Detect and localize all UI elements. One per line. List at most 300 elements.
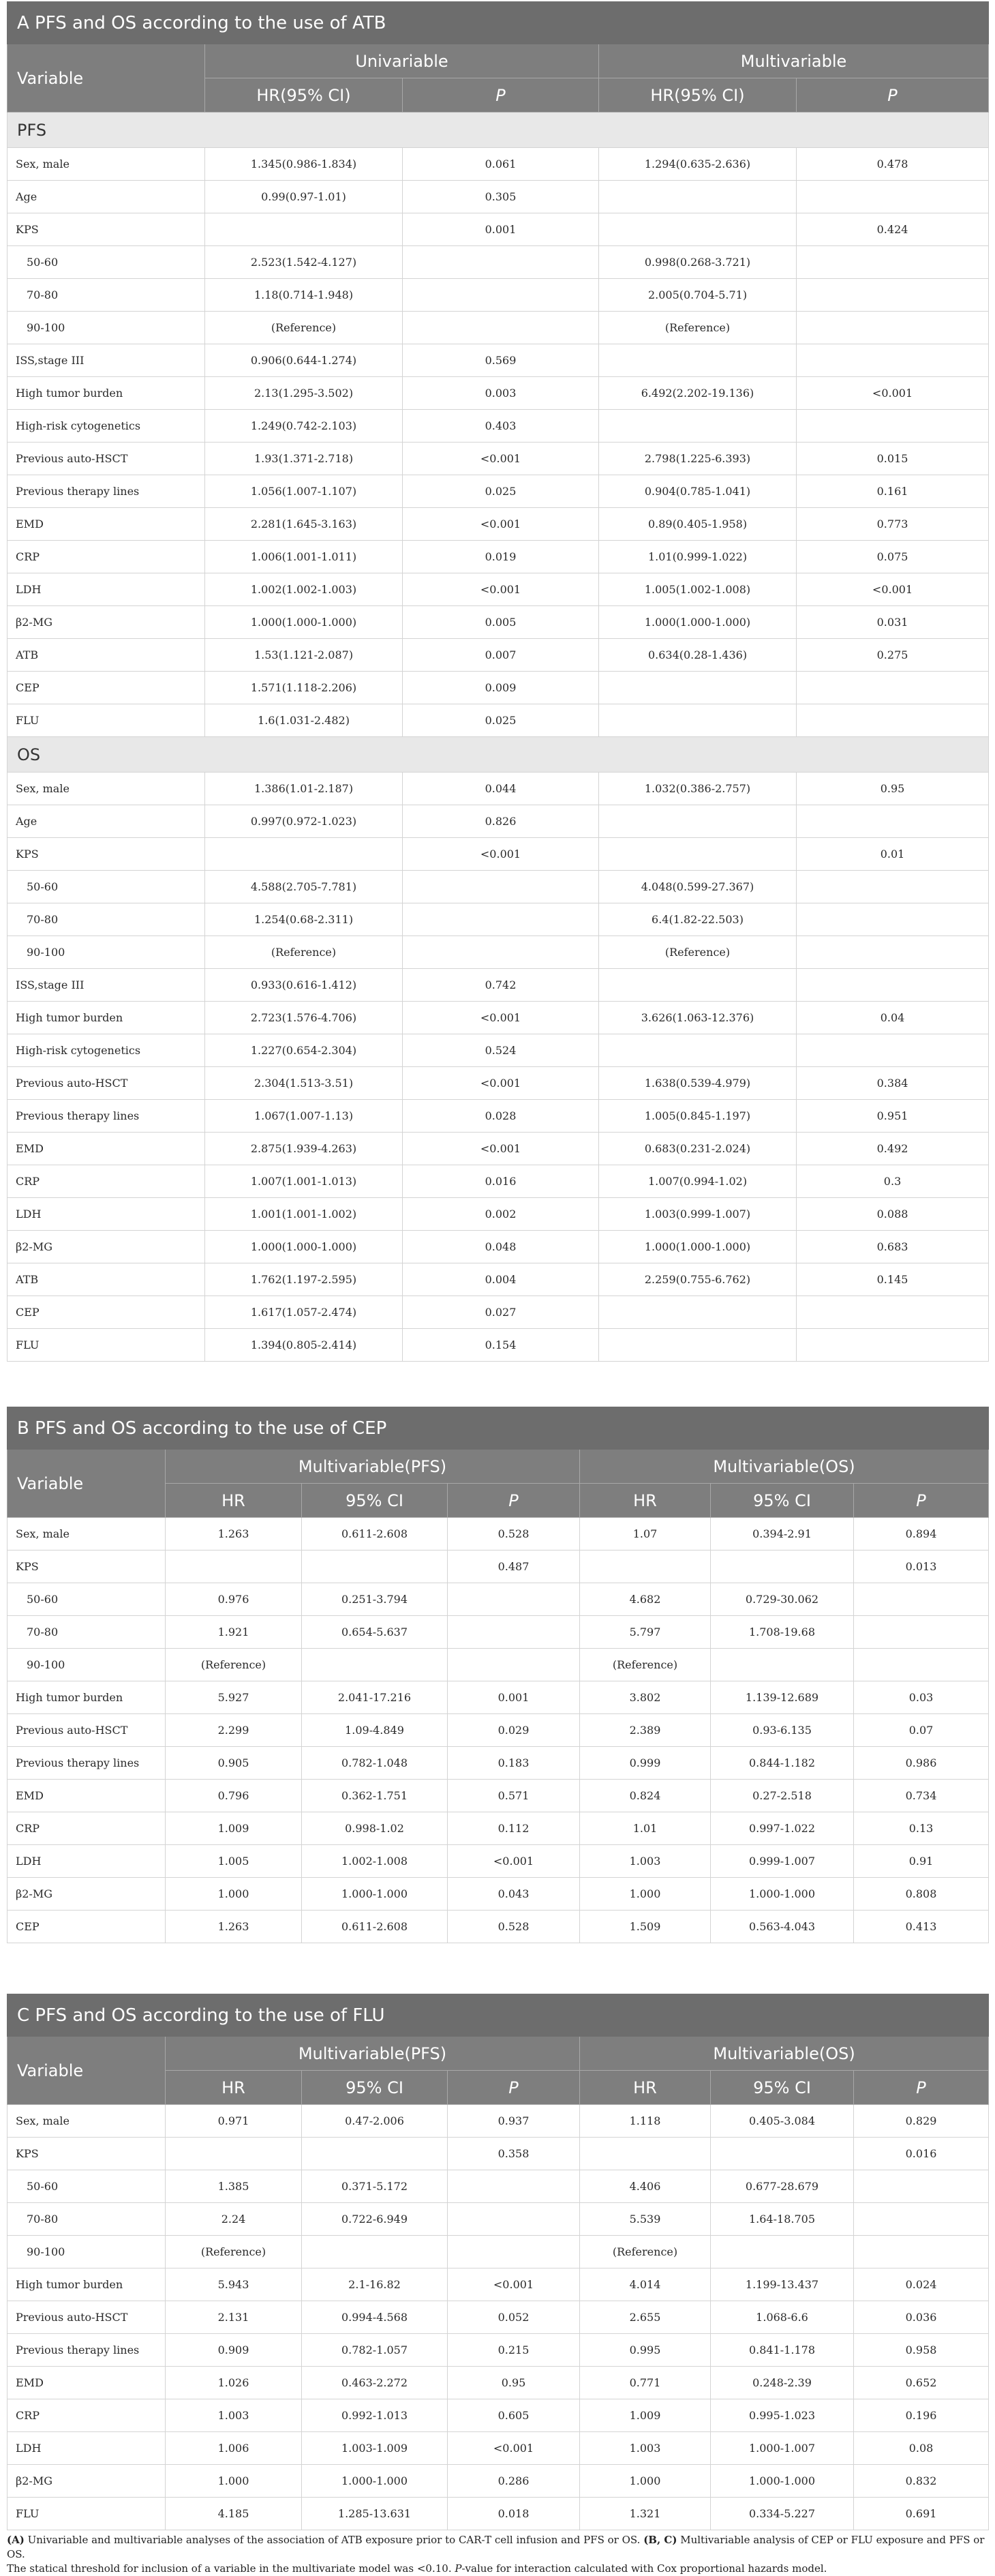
value-cell: 0.95 [797, 773, 989, 805]
variable-cell: Sex, male [7, 1518, 166, 1551]
value-cell [403, 871, 599, 903]
value-cell: 3.802 [580, 1681, 711, 1714]
variable-cell: Previous auto-HSCT [7, 2301, 166, 2334]
table-row [7, 1034, 989, 1067]
value-cell: 0.161 [797, 475, 989, 508]
multivariable-os-header: Multivariable(OS) [580, 2037, 989, 2071]
value-cell: 0.031 [797, 606, 989, 639]
p-header: P [854, 1484, 989, 1518]
value-cell: 0.048 [403, 1231, 599, 1263]
value-cell [599, 410, 797, 443]
value-cell: 0.528 [448, 1911, 580, 1943]
value-cell: 1.285-13.631 [302, 2498, 448, 2530]
value-cell: 4.185 [166, 2498, 302, 2530]
hr-header: HR [580, 1484, 711, 1518]
value-cell: 0.025 [403, 475, 599, 508]
ci-header: 95% CI [711, 1484, 854, 1518]
value-cell [302, 2236, 448, 2268]
value-cell: 0.112 [448, 1812, 580, 1845]
value-cell: 4.014 [580, 2268, 711, 2301]
value-cell: 1.394(0.805-2.414) [205, 1329, 403, 1362]
value-cell: 4.406 [580, 2170, 711, 2203]
value-cell: 5.539 [580, 2203, 711, 2236]
value-cell [403, 279, 599, 312]
value-cell: 0.652 [854, 2367, 989, 2399]
variable-cell: LDH [7, 2432, 166, 2465]
table-row [7, 1100, 989, 1133]
value-cell [797, 246, 989, 279]
value-cell [448, 1616, 580, 1649]
table-row [7, 639, 989, 672]
value-cell [302, 2138, 448, 2170]
table-row [7, 2399, 989, 2432]
value-cell: 0.478 [797, 148, 989, 181]
value-cell: 1.009 [580, 2399, 711, 2432]
value-cell: 3.626(1.063-12.376) [599, 1002, 797, 1034]
variable-cell: Previous auto-HSCT [7, 443, 205, 475]
hr-ci-header: HR(95% CI) [599, 78, 797, 113]
value-cell: <0.001 [403, 838, 599, 871]
value-cell: <0.001 [797, 573, 989, 606]
variable-cell: ATB [7, 639, 205, 672]
table-row [7, 2334, 989, 2367]
variable-cell: β2-MG [7, 606, 205, 639]
value-cell: 1.003 [580, 2432, 711, 2465]
hr-ci-header: HR(95% CI) [205, 78, 403, 113]
table-row [7, 1714, 989, 1747]
table-row [7, 1616, 989, 1649]
value-cell: 1.000(1.000-1.000) [205, 1231, 403, 1263]
table-row [7, 1780, 989, 1812]
value-cell: 0.019 [403, 541, 599, 573]
value-cell: 0.003 [403, 377, 599, 410]
variable-cell: ATB [7, 1263, 205, 1296]
table-row [7, 1329, 989, 1362]
value-cell: 0.999-1.007 [711, 1845, 854, 1878]
variable-cell: 90-100 [7, 936, 205, 969]
value-cell: 0.734 [854, 1780, 989, 1812]
table-row [7, 1649, 989, 1681]
value-cell: 0.028 [403, 1100, 599, 1133]
value-cell: 0.01 [797, 838, 989, 871]
table-b-section [7, 1407, 988, 1943]
value-cell: 0.771 [580, 2367, 711, 2399]
value-cell: 0.004 [403, 1263, 599, 1296]
p-header: P [854, 2071, 989, 2105]
value-cell [797, 704, 989, 737]
variable-cell: Previous therapy lines [7, 2334, 166, 2367]
value-cell: 0.403 [403, 410, 599, 443]
table-a [7, 1, 989, 1362]
value-cell: 2.005(0.704-5.71) [599, 279, 797, 312]
variable-cell: 90-100 [7, 1649, 166, 1681]
table-row [7, 1583, 989, 1616]
value-cell [205, 838, 403, 871]
table-row [7, 903, 989, 936]
value-cell: 0.075 [797, 541, 989, 573]
footnote-p-italic: P [455, 2562, 462, 2575]
value-cell [599, 838, 797, 871]
value-cell: 1.345(0.986-1.834) [205, 148, 403, 181]
value-cell [797, 344, 989, 377]
variable-cell: Sex, male [7, 148, 205, 181]
value-cell: <0.001 [448, 2432, 580, 2465]
value-cell: 2.281(1.645-3.163) [205, 508, 403, 541]
value-cell: 1.007(0.994-1.02) [599, 1165, 797, 1198]
value-cell [711, 2138, 854, 2170]
value-cell: 0.563-4.043 [711, 1911, 854, 1943]
variable-cell: High-risk cytogenetics [7, 1034, 205, 1067]
value-cell [599, 704, 797, 737]
value-cell: 1.032(0.386-2.757) [599, 773, 797, 805]
table-row [7, 1198, 989, 1231]
value-cell: 0.394-2.91 [711, 1518, 854, 1551]
variable-cell: ISS,stage III [7, 344, 205, 377]
value-cell: (Reference) [580, 2236, 711, 2268]
value-cell: 0.997(0.972-1.023) [205, 805, 403, 838]
value-cell: 2.798(1.225-6.393) [599, 443, 797, 475]
value-cell [797, 672, 989, 704]
value-cell: 1.93(1.371-2.718) [205, 443, 403, 475]
value-cell: 0.999 [580, 1747, 711, 1780]
value-cell [205, 213, 403, 246]
table-row [7, 2170, 989, 2203]
value-cell: 1.386(1.01-2.187) [205, 773, 403, 805]
value-cell: 1.002-1.008 [302, 1845, 448, 1878]
value-cell: 0.95 [448, 2367, 580, 2399]
value-cell: 0.196 [854, 2399, 989, 2432]
value-cell: 0.998(0.268-3.721) [599, 246, 797, 279]
table-row [7, 2203, 989, 2236]
variable-cell: 90-100 [7, 2236, 166, 2268]
ci-header: 95% CI [302, 1484, 448, 1518]
value-cell [797, 279, 989, 312]
value-cell: 1.003 [166, 2399, 302, 2432]
value-cell: 0.47-2.006 [302, 2105, 448, 2138]
variable-cell: CRP [7, 2399, 166, 2432]
value-cell: 0.528 [448, 1518, 580, 1551]
value-cell: 1.64-18.705 [711, 2203, 854, 2236]
value-cell: 0.93-6.135 [711, 1714, 854, 1747]
value-cell: 0.91 [854, 1845, 989, 1878]
value-cell: 0.742 [403, 969, 599, 1002]
variable-cell: β2-MG [7, 1231, 205, 1263]
footnote-bc-text: Multivariable analysis of CEP or FLU exposure and PFS or OS. [7, 2534, 985, 2560]
value-cell: <0.001 [448, 2268, 580, 2301]
variable-cell: 50-60 [7, 871, 205, 903]
multivariable-os-header: Multivariable(OS) [580, 1450, 989, 1484]
value-cell [166, 1551, 302, 1583]
value-cell [797, 1329, 989, 1362]
value-cell: 0.808 [854, 1878, 989, 1911]
value-cell: 0.024 [854, 2268, 989, 2301]
value-cell: 0.009 [403, 672, 599, 704]
value-cell: 0.951 [797, 1100, 989, 1133]
value-cell: 0.251-3.794 [302, 1583, 448, 1616]
value-cell: 2.655 [580, 2301, 711, 2334]
table-row [7, 1231, 989, 1263]
value-cell: 1.009 [166, 1812, 302, 1845]
value-cell [403, 936, 599, 969]
value-cell: 2.875(1.939-4.263) [205, 1133, 403, 1165]
table-row [7, 573, 989, 606]
value-cell: 0.016 [854, 2138, 989, 2170]
variable-cell: CEP [7, 672, 205, 704]
table-c-body [7, 2105, 989, 2530]
p-header: P [403, 78, 599, 113]
value-cell: 0.824 [580, 1780, 711, 1812]
value-cell: 0.654-5.637 [302, 1616, 448, 1649]
value-cell: 0.906(0.644-1.274) [205, 344, 403, 377]
value-cell: 0.275 [797, 639, 989, 672]
value-cell: 0.016 [403, 1165, 599, 1198]
variable-cell: High tumor burden [7, 377, 205, 410]
table-row [7, 1067, 989, 1100]
table-a-title: A PFS and OS according to the use of ATB [7, 2, 989, 44]
table-row [7, 2301, 989, 2334]
table-row [7, 508, 989, 541]
value-cell: <0.001 [403, 1002, 599, 1034]
value-cell: 1.571(1.118-2.206) [205, 672, 403, 704]
value-cell [854, 2236, 989, 2268]
table-row [7, 1551, 989, 1583]
value-cell [448, 2170, 580, 2203]
value-cell: 0.729-30.062 [711, 1583, 854, 1616]
variable-cell: 70-80 [7, 2203, 166, 2236]
variable-cell: CEP [7, 1911, 166, 1943]
group-row [7, 113, 989, 148]
value-cell: (Reference) [580, 1649, 711, 1681]
value-cell: 0.08 [854, 2432, 989, 2465]
value-cell [797, 903, 989, 936]
variable-cell: LDH [7, 1198, 205, 1231]
value-cell: 1.09-4.849 [302, 1714, 448, 1747]
value-cell: 0.001 [448, 1681, 580, 1714]
variable-cell: 70-80 [7, 1616, 166, 1649]
value-cell [797, 871, 989, 903]
value-cell: 0.634(0.28-1.436) [599, 639, 797, 672]
value-cell: 0.018 [448, 2498, 580, 2530]
variable-cell: Sex, male [7, 2105, 166, 2138]
value-cell: 0.958 [854, 2334, 989, 2367]
value-cell: 0.015 [797, 443, 989, 475]
table-row [7, 213, 989, 246]
value-cell: 0.145 [797, 1263, 989, 1296]
value-cell: 0.044 [403, 773, 599, 805]
table-row [7, 2105, 989, 2138]
value-cell [797, 410, 989, 443]
value-cell: 0.025 [403, 704, 599, 737]
variable-cell: Previous therapy lines [7, 1100, 205, 1133]
value-cell: 1.617(1.057-2.474) [205, 1296, 403, 1329]
value-cell [580, 2138, 711, 2170]
table-row [7, 443, 989, 475]
value-cell: 1.000 [166, 1878, 302, 1911]
value-cell [797, 181, 989, 213]
value-cell: 1.254(0.68-2.311) [205, 903, 403, 936]
table-row [7, 2498, 989, 2530]
table-row [7, 1845, 989, 1878]
table-row [7, 704, 989, 737]
variable-cell: 70-80 [7, 903, 205, 936]
value-cell: <0.001 [797, 377, 989, 410]
value-cell: 0.061 [403, 148, 599, 181]
value-cell: (Reference) [166, 2236, 302, 2268]
value-cell: 6.492(2.202-19.136) [599, 377, 797, 410]
value-cell: 1.007(1.001-1.013) [205, 1165, 403, 1198]
footnote-cox-text: -value for interaction calculated with Cox proportional hazards model. [461, 2562, 827, 2575]
value-cell [448, 1649, 580, 1681]
value-cell: 0.683 [797, 1231, 989, 1263]
table-row [7, 1911, 989, 1943]
table-row [7, 2367, 989, 2399]
hr-header: HR [580, 2071, 711, 2105]
value-cell: 0.722-6.949 [302, 2203, 448, 2236]
value-cell: (Reference) [205, 936, 403, 969]
table-a-section [7, 1, 988, 1362]
footnote-bc-label: (B, C) [643, 2534, 677, 2546]
value-cell [599, 344, 797, 377]
value-cell: 2.523(1.542-4.127) [205, 246, 403, 279]
variable-cell: FLU [7, 704, 205, 737]
p-header: P [448, 1484, 580, 1518]
variable-cell: CRP [7, 1165, 205, 1198]
table-row [7, 1002, 989, 1034]
p-header: P [797, 78, 989, 113]
value-cell [302, 1649, 448, 1681]
value-cell: 1.762(1.197-2.595) [205, 1263, 403, 1296]
value-cell [448, 1583, 580, 1616]
value-cell: (Reference) [599, 312, 797, 344]
value-cell [599, 805, 797, 838]
variable-header: Variable [7, 2037, 166, 2105]
value-cell: 0.99(0.97-1.01) [205, 181, 403, 213]
variable-cell: LDH [7, 1845, 166, 1878]
variable-cell: 50-60 [7, 246, 205, 279]
value-cell: 1.53(1.121-2.087) [205, 639, 403, 672]
group-label: PFS [7, 113, 989, 148]
value-cell [797, 312, 989, 344]
value-cell: 4.588(2.705-7.781) [205, 871, 403, 903]
table-row [7, 2465, 989, 2498]
variable-cell: β2-MG [7, 1878, 166, 1911]
value-cell: 2.131 [166, 2301, 302, 2334]
value-cell: <0.001 [403, 443, 599, 475]
table-row [7, 312, 989, 344]
value-cell [711, 1551, 854, 1583]
value-cell: 1.227(0.654-2.304) [205, 1034, 403, 1067]
value-cell: 2.389 [580, 1714, 711, 1747]
value-cell: <0.001 [448, 1845, 580, 1878]
value-cell: 0.844-1.182 [711, 1747, 854, 1780]
value-cell [854, 2203, 989, 2236]
multivariable-pfs-header: Multivariable(PFS) [166, 2037, 580, 2071]
table-row [7, 377, 989, 410]
variable-cell: β2-MG [7, 2465, 166, 2498]
value-cell: 1.005(0.845-1.197) [599, 1100, 797, 1133]
value-cell [403, 903, 599, 936]
value-cell: 1.000 [580, 1878, 711, 1911]
ci-header: 95% CI [302, 2071, 448, 2105]
value-cell: 1.068-6.6 [711, 2301, 854, 2334]
value-cell [797, 805, 989, 838]
value-cell: 1.006(1.001-1.011) [205, 541, 403, 573]
table-row [7, 1165, 989, 1198]
value-cell: 1.921 [166, 1616, 302, 1649]
value-cell: 0.605 [448, 2399, 580, 2432]
value-cell: 5.927 [166, 1681, 302, 1714]
value-cell [711, 1649, 854, 1681]
value-cell: 0.933(0.616-1.412) [205, 969, 403, 1002]
footnote-line-2 [7, 2562, 988, 2576]
footnote-a-text: Univariable and multivariable analyses of the association of ATB exposure prior to CAR-T cell infusion and PFS or OS. [24, 2534, 644, 2546]
multivariable-pfs-header: Multivariable(PFS) [166, 1450, 580, 1484]
variable-cell: High tumor burden [7, 1681, 166, 1714]
multivariable-header: Multivariable [599, 44, 989, 78]
value-cell: 1.249(0.742-2.103) [205, 410, 403, 443]
value-cell [580, 1551, 711, 1583]
value-cell: 1.01(0.999-1.022) [599, 541, 797, 573]
value-cell: 0.384 [797, 1067, 989, 1100]
value-cell: 0.27-2.518 [711, 1780, 854, 1812]
value-cell: 1.509 [580, 1911, 711, 1943]
value-cell: 0.001 [403, 213, 599, 246]
univariable-header: Univariable [205, 44, 599, 78]
value-cell: 0.796 [166, 1780, 302, 1812]
table-row [7, 1263, 989, 1296]
variable-cell: Previous auto-HSCT [7, 1714, 166, 1747]
value-cell: 1.006 [166, 2432, 302, 2465]
value-cell: 5.797 [580, 1616, 711, 1649]
value-cell: 0.971 [166, 2105, 302, 2138]
value-cell [403, 312, 599, 344]
variable-cell: Previous therapy lines [7, 1747, 166, 1780]
value-cell: 0.691 [854, 2498, 989, 2530]
value-cell: 0.248-2.39 [711, 2367, 854, 2399]
value-cell: 1.139-12.689 [711, 1681, 854, 1714]
variable-cell: Age [7, 181, 205, 213]
value-cell [599, 1034, 797, 1067]
table-c [7, 1994, 989, 2530]
table-row [7, 1878, 989, 1911]
value-cell [797, 1296, 989, 1329]
value-cell [166, 2138, 302, 2170]
variable-cell: EMD [7, 1780, 166, 1812]
value-cell: 1.067(1.007-1.13) [205, 1100, 403, 1133]
table-row [7, 1296, 989, 1329]
table-row [7, 1747, 989, 1780]
value-cell: 1.000 [580, 2465, 711, 2498]
value-cell: 0.829 [854, 2105, 989, 2138]
value-cell: 2.1-16.82 [302, 2268, 448, 2301]
value-cell: 1.000-1.000 [302, 1878, 448, 1911]
variable-cell: KPS [7, 1551, 166, 1583]
value-cell: 1.199-13.437 [711, 2268, 854, 2301]
variable-cell: KPS [7, 838, 205, 871]
table-b-body [7, 1518, 989, 1943]
value-cell: 1.002(1.002-1.003) [205, 573, 403, 606]
value-cell: 1.708-19.68 [711, 1616, 854, 1649]
value-cell: <0.001 [403, 1133, 599, 1165]
value-cell [448, 2203, 580, 2236]
table-row [7, 246, 989, 279]
value-cell: 0.002 [403, 1198, 599, 1231]
table-row [7, 606, 989, 639]
table-row [7, 344, 989, 377]
variable-cell: CEP [7, 1296, 205, 1329]
value-cell: 0.937 [448, 2105, 580, 2138]
variable-cell: FLU [7, 2498, 166, 2530]
